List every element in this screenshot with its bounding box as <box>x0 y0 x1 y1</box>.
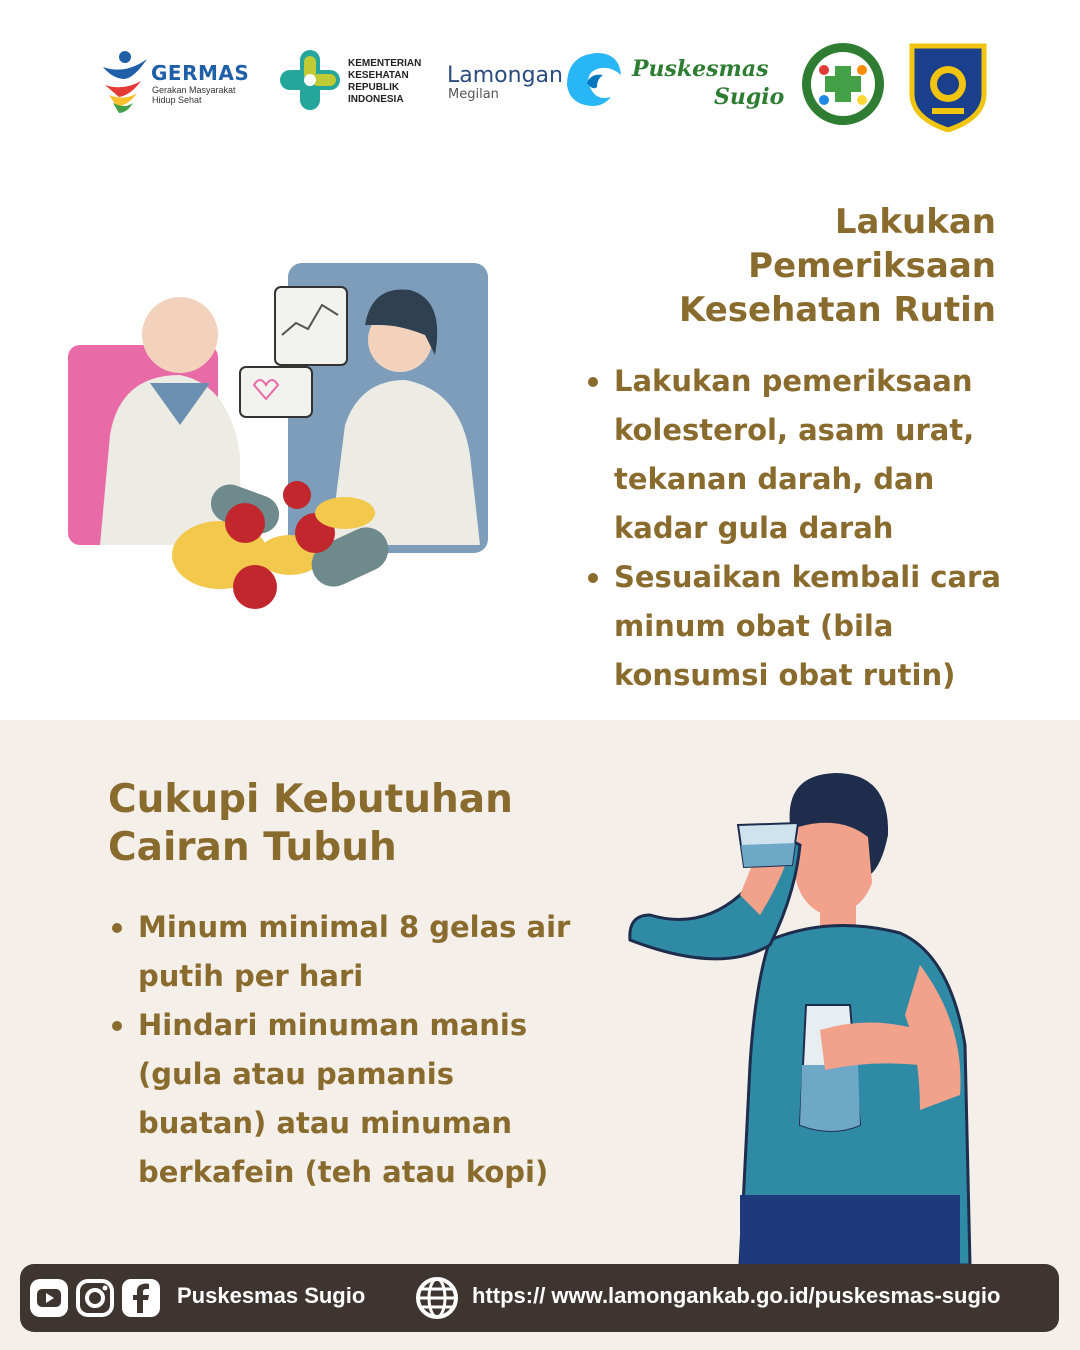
wave-emblem-icon <box>557 45 627 111</box>
facebook-icon[interactable] <box>120 1277 162 1319</box>
instagram-icon[interactable] <box>74 1277 116 1319</box>
man-drinking-water-illustration <box>620 765 980 1265</box>
lamongan-logo <box>447 45 627 115</box>
section1-list <box>586 357 1016 700</box>
footer-url-link[interactable]: https:// www.lamongankab.go.id/puskesmas-sugio <box>472 1283 1001 1308</box>
germas-emblem-icon <box>95 45 155 115</box>
health-checkup-illustration <box>60 255 510 615</box>
kemenkes-emblem-icon <box>278 48 342 112</box>
lamongan-subtitle: Megilan <box>448 87 499 102</box>
list-item: Minum minimal 8 gelas air putih per hari <box>110 903 580 1001</box>
puskesmas-emblem-icon <box>800 40 886 128</box>
footer-name: Puskesmas Sugio <box>177 1283 366 1308</box>
list-item: Hindari minuman manis (gula atau pamanis buatan) atau minuman berkafein (teh atau kopi) <box>110 1001 580 1197</box>
logo-bar <box>0 0 1080 150</box>
kemenkes-logo <box>278 48 428 116</box>
footer-bar <box>20 1264 1059 1332</box>
youtube-icon[interactable] <box>28 1277 70 1319</box>
puskesmas-logo-line2: Sugio <box>714 84 785 110</box>
lamongan-title: Lamongan <box>447 63 563 88</box>
germas-subtitle: Gerakan Masyarakat Hidup Sehat <box>152 85 236 105</box>
section1-title: Lakukan Pemeriksaan Kesehatan Rutin <box>679 202 996 330</box>
kemenkes-text: KEMENTERIAN KESEHATAN REPUBLIK INDONESIA <box>348 58 422 105</box>
list-item: Lakukan pemeriksaan kolesterol, asam urat, tekanan darah, dan kadar gula darah <box>586 357 1016 553</box>
kabupaten-lamongan-emblem <box>906 38 990 132</box>
puskesmas-logo-line1: Puskesmas <box>632 56 769 82</box>
shield-emblem-icon <box>906 38 990 132</box>
section2-title: Cukupi Kebutuhan Cairan Tubuh <box>108 777 513 870</box>
germas-title: GERMAS <box>151 61 250 85</box>
globe-icon <box>414 1275 460 1321</box>
list-item: Sesuaikan kembali cara minum obat (bila konsumsi obat rutin) <box>586 553 1016 700</box>
germas-logo <box>95 45 255 115</box>
puskesmas-sugio-logo <box>632 40 887 130</box>
section2-list <box>110 903 580 1197</box>
